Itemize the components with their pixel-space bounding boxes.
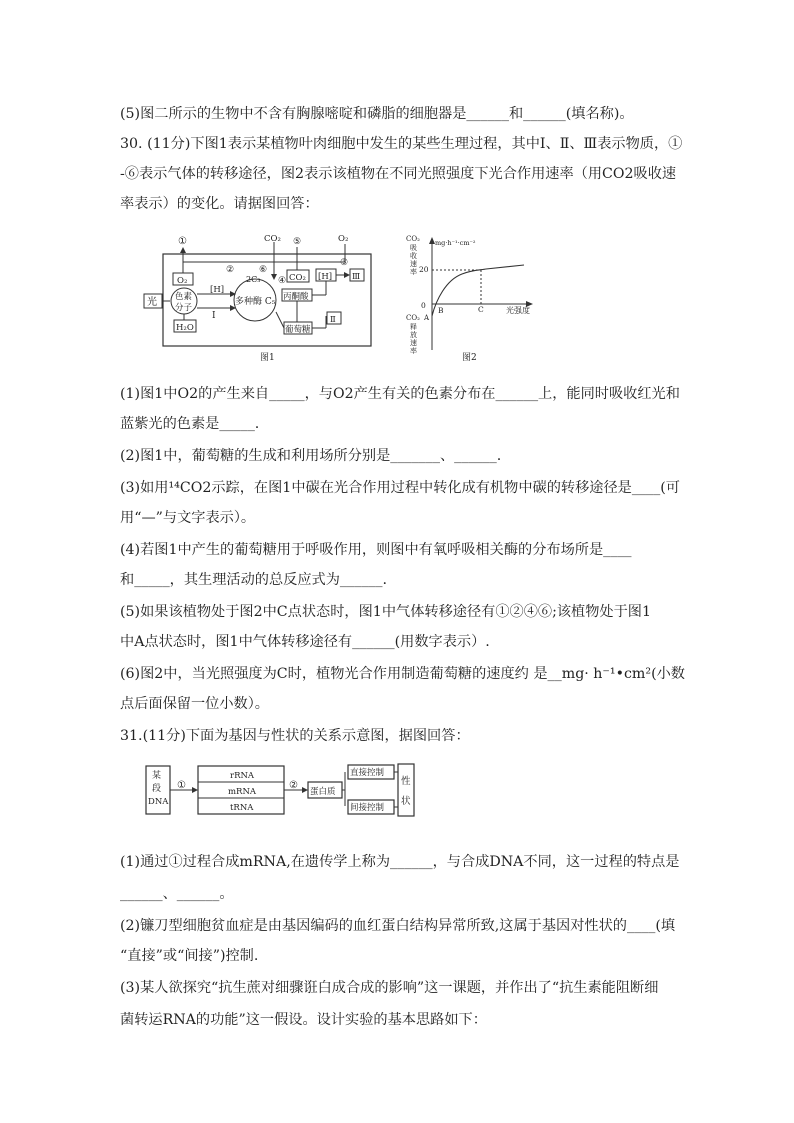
q30-5b: 中A点状态时，图1中气体转移途径有______(用数字表示）. bbox=[120, 634, 490, 650]
path-5: ⑤ bbox=[293, 237, 302, 247]
ylabel-bottom-2: 放 bbox=[410, 331, 417, 339]
q30-stem-2: -⑥表示气体的转移途径，图2表示该植物在不同光照强度下光合作用速率（用CO2吸收速 bbox=[120, 166, 677, 182]
q30-stem-1: 30. (11分)下图1表示某植物叶肉细胞中发生的某些生理过程，其中Ⅰ、Ⅱ、Ⅲ表示物质，① bbox=[120, 136, 683, 152]
mrna-label: mRNA bbox=[228, 787, 257, 797]
q31-1a: (1)通过①过程合成mRNA,在遗传学上称为______，与合成DNA不同，这一过程的特点是 bbox=[120, 854, 680, 870]
ylabel-top-4: 率 bbox=[410, 268, 417, 276]
co2-box-label: CO₂ bbox=[289, 273, 306, 283]
q31-1b: ______、______。 bbox=[120, 886, 234, 902]
h-label: [H] bbox=[210, 285, 225, 295]
q30-1a: (1)图1中O2的产生来自_____，与O2产生有关的色素分布在______上，能同时吸收红光和 bbox=[120, 386, 680, 402]
q30-4b: 和_____，其生理活动的总反应式为______. bbox=[120, 572, 387, 588]
roman-2: Ⅱ bbox=[330, 315, 336, 325]
xlabel: 光强度 bbox=[506, 306, 530, 315]
o2-box-label: O₂ bbox=[177, 276, 188, 286]
pigment-label-1: 色素 bbox=[175, 292, 193, 302]
q29-5: (5)图二所示的生物中不含有胸腺嘧啶和磷脂的细胞器是______和______(填名称)。 bbox=[120, 106, 634, 122]
light-label: 光 bbox=[147, 297, 157, 308]
o2-top-label: O₂ bbox=[338, 234, 349, 244]
unit-label: mg·h⁻¹·cm⁻² bbox=[435, 239, 476, 247]
origin-label: 0 bbox=[421, 301, 426, 310]
dna-label-3: DNA bbox=[148, 797, 169, 807]
h-box-label: [H] bbox=[318, 272, 333, 282]
glucose-label: 葡萄糖 bbox=[285, 325, 311, 335]
q30-6b: 点后面保留一位小数）。 bbox=[120, 696, 269, 712]
pigment-label-2: 分子 bbox=[175, 303, 193, 313]
path-6: ⑥ bbox=[259, 265, 268, 275]
dna-label-1: 某 bbox=[152, 771, 162, 781]
process-2: ② bbox=[289, 780, 298, 791]
figure-gene-trait bbox=[144, 760, 424, 822]
ylabel-bottom-4: 率 bbox=[410, 347, 417, 355]
ylabel-top-2: 收 bbox=[410, 252, 417, 260]
path-4: ④ bbox=[278, 276, 287, 286]
q30-stem-3: 率表示）的变化。请据图回答： bbox=[120, 196, 319, 212]
ylabel-bottom-3: 速 bbox=[410, 339, 417, 347]
q31-3b: 菌转运RNA的功能”这一假设。设计实验的基本思路如下： bbox=[120, 1012, 487, 1028]
q30-3a: (3)如用¹⁴CO2示踪，在图1中碳在光合作用过程中转化成有机物中碳的转移途径是____(可 bbox=[120, 480, 680, 496]
q30-1b: 蓝紫光的色素是_____. bbox=[120, 416, 260, 432]
point-b: B bbox=[438, 306, 444, 315]
roman-1: Ⅰ bbox=[212, 311, 216, 321]
process-1: ① bbox=[177, 780, 186, 791]
roman-3: Ⅲ bbox=[352, 272, 361, 282]
point-c: C bbox=[478, 305, 484, 314]
path-2: ② bbox=[226, 265, 235, 275]
value-20: 20 bbox=[419, 265, 429, 274]
ylabel-bottom-1: 释 bbox=[410, 323, 417, 331]
dna-label-2: 段 bbox=[152, 784, 162, 794]
q30-3b: 用“—”与文字表示）。 bbox=[120, 510, 256, 526]
c5-label: 多种酶 C₅ bbox=[235, 297, 276, 307]
point-a: A bbox=[424, 314, 430, 322]
figure-1-caption: 图1 bbox=[260, 353, 275, 363]
path-1: ① bbox=[178, 236, 187, 247]
rrna-label: rRNA bbox=[230, 771, 255, 781]
ylabel-top-1: 吸 bbox=[410, 244, 417, 252]
co2-top-label: CO₂ bbox=[264, 234, 281, 244]
q31-3a: (3)某人欲探究“抗生蔗对细骤诳白成合成的影响”这一课题，并作出了“抗生素能阻断细 bbox=[120, 980, 659, 996]
q31-2a: (2)镰刀型细胞贫血症是由基因编码的血红蛋白结构异常所致,这属于基因对性状的____(填 bbox=[120, 918, 676, 934]
q31-2b: “直接”或“间接”)控制. bbox=[120, 948, 259, 964]
path-3: ③ bbox=[340, 258, 349, 268]
c3-label: 2C₃ bbox=[246, 275, 261, 284]
ylabel-top-0: CO₂ bbox=[406, 235, 420, 243]
direct-control-label: 直接控制 bbox=[350, 768, 385, 778]
pyruvate-label: 丙酮酸 bbox=[283, 292, 309, 302]
trna-label: tRNA bbox=[230, 803, 254, 813]
trait-label-2: 状 bbox=[401, 796, 411, 807]
trait-label-1: 性 bbox=[401, 776, 411, 787]
q30-4a: (4)若图1中产生的葡萄糖用于呼吸作用，则图中有氧呼吸相关酶的分布场所是____ bbox=[120, 542, 632, 558]
ylabel-top-3: 速 bbox=[410, 260, 417, 268]
q30-6a: (6)图2中，当光照强度为C时，植物光合作用制造葡萄糖的速度约 是__mg· h⁻¹•cm²(小数 bbox=[120, 666, 685, 682]
indirect-control-label: 间接控制 bbox=[350, 803, 385, 813]
figure-2-caption: 图2 bbox=[462, 353, 477, 363]
ylabel-bottom-0: CO₂ bbox=[406, 314, 420, 322]
protein-label: 蛋白质 bbox=[310, 787, 336, 797]
q31-stem: 31.(11分)下面为基因与性状的关系示意图，据图回答： bbox=[120, 728, 470, 744]
figure-1 bbox=[140, 232, 380, 364]
q30-5a: (5)如果该植物处于图2中C点状态时，图1中气体转移途径有①②④⑥;该植物处于图1 bbox=[120, 604, 652, 620]
h2o-box-label: H₂O bbox=[176, 323, 194, 333]
q30-2: (2)图1中，葡萄糖的生成和利用场所分别是_______、______. bbox=[120, 448, 502, 464]
figure-2 bbox=[402, 232, 542, 364]
